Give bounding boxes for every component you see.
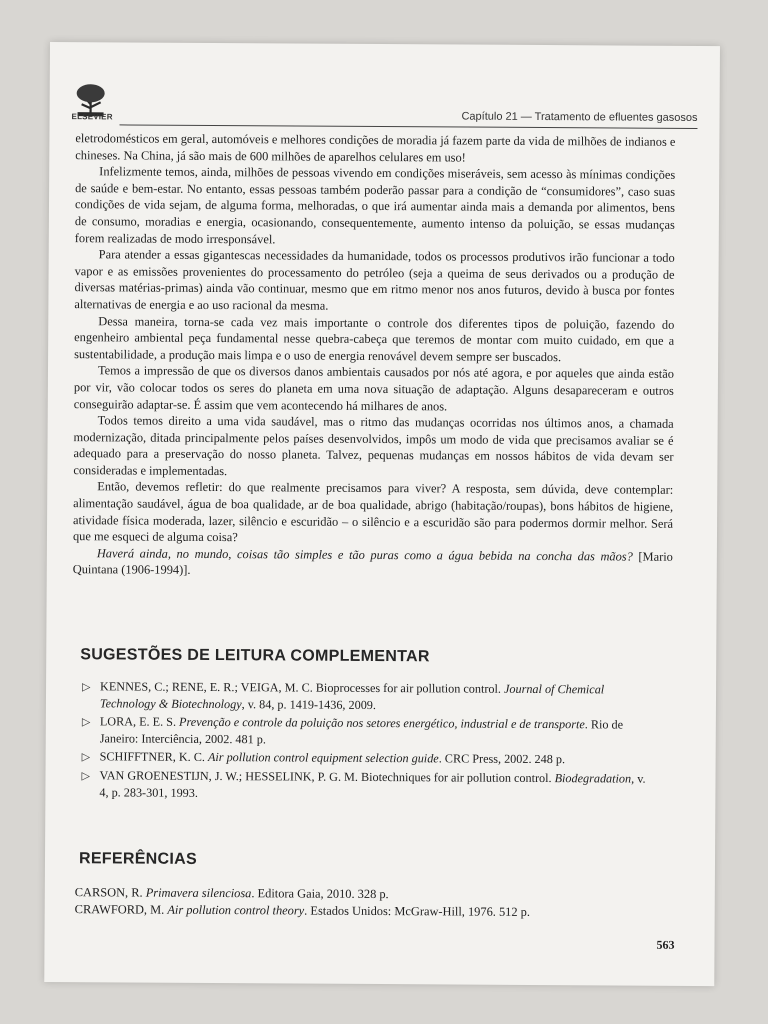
paragraph: eletrodomésticos em geral, automóveis e melhores condições de moradia já fazem parte da vida de milhões de indianos e chineses. Na China, já são mais de 600 milhões de aparelhos celulares em uso! — [75, 131, 676, 165]
suggested-reading-title: SUGESTÕES DE LEITURA COMPLEMENTAR — [80, 646, 430, 666]
paragraph: Então, devemos refletir: do que realmente precisamos para viver? A resposta, sem dúvida, deve contemplar: alimentação saudável, água de boa qualidade, ar de boa qualidade, abrigo (habitação/roupas), bons hábitos de higiene, atividade física moderada, lazer, silêncio e escuridão – o silêncio e a escuridão são para podermos dormir melhor. Será que me esqueci de alguma coisa? — [72, 479, 674, 545]
page-number: 563 — [656, 937, 675, 952]
list-item — [82, 713, 656, 751]
publisher-logo-text: ELSEVIER — [71, 112, 113, 122]
list-item: CRAWFORD, M. Air pollution control theory. Estados Unidos: McGraw-Hill, 1976. 512 p. — [74, 902, 531, 919]
paragraph: Infelizmente temos, ainda, milhões de pessoas vivendo em condições miseráveis, sem acesso às mínimas condições de saúde e bem-estar. No entanto, essas pessoas também poderão passar para a condição de “consumidores”, caso suas condições de vida sejam, de alguma forma, melhoradas, o que irá aumentar ainda mais a demanda por alimentos, bens de consumo, moradias e energia, ocasionando, consequentemente, aumento intenso da poluição, se essas mudanças forem realizadas de modo irresponsável. — [74, 164, 676, 246]
list-item — [81, 767, 655, 805]
list-item — [82, 678, 656, 716]
paragraph: Para atender a essas gigantescas necessidades da humanidade, todos os processos produtivos irão funcionar a todo vapor e as emissões provenientes do processamento do petróleo (seja a queima de seus derivados ou a produção de diversas matérias-primas) ainda vão continuar, mesmo que em ritmo menor nos anos futuros, devido à busca por fontes alternativas de energia e ao uso racional da mesma. — [74, 247, 675, 313]
closing-quote-paragraph — [73, 545, 673, 582]
list-item — [82, 748, 656, 770]
closing-quote: Haverá ainda, no mundo, coisas tão simples e tão puras como a água bebida na concha das mãos? — [96, 546, 633, 564]
reference-text: VAN GROENESTIJN, J. W.; HESSELINK, P. G. M. Biotechniques for air pollution control. Biodegradation, v. 4, p. 283-301, 1993. — [99, 768, 646, 800]
references-title: REFERÊNCIAS — [78, 850, 198, 868]
book-page — [44, 42, 720, 986]
triangle-bullet-icon: ▷ — [81, 751, 91, 764]
references-list — [75, 884, 635, 921]
paragraph: Temos a impressão de que os diversos danos ambientais causados por nós até agora, e por aqueles que ainda estão por vir, vão colocar todos os seres do planeta em uma nova situação de adaptação. Alguns desapareceram e outros conseguirão adaptar-se. É assim que vem acontecendo há milhares de anos. — [73, 363, 675, 413]
reference-text: SCHIFFTNER, K. C. Air pollution control equipment selection guide. CRC Press, 2002. 248 p. — [99, 749, 566, 767]
triangle-bullet-icon: ▷ — [81, 770, 91, 783]
reference-text: KENNES, C.; RENE, E. R.; VEIGA, M. C. Bioprocesses for air pollution control. Journal of Chemical Technology & Biotechnology, v. 84, p. 1419-1436, 2009. — [99, 679, 605, 713]
paragraph: Dessa maneira, torna-se cada vez mais importante o controle dos diferentes tipos de poluição, fazendo do engenheiro ambiental peça fundamental nesse quebra-cabeça que teremos de montar com muito cuidado, em que a sustentabilidade, a produção mais limpa e o uso de energia renovável devem sempre ser buscados. — [74, 313, 675, 364]
running-head: Capítulo 21 — Tratamento de efluentes gasosos — [119, 108, 697, 129]
list-item: CARSON, R. Primavera silenciosa. Editora Gaia, 2010. 328 p. — [74, 885, 389, 902]
suggested-reading-list — [81, 678, 656, 806]
reference-text: LORA, E. E. S. Prevenção e controle da poluição nos setores energético, industrial e de transporte. Rio de Janeiro: Interciência, 2002. 481 p. — [99, 714, 624, 747]
body-text — [73, 130, 676, 582]
closing-attribution: [Mario Quintana (1906-1994)]. — [72, 549, 673, 578]
triangle-bullet-icon: ▷ — [82, 681, 91, 694]
paragraph: Todos temos direito a uma vida saudável, mas o ritmo das mudanças ocorridas nos últimos anos, a chamada modernização, ditada principalmente pelos países desenvolvidos, impôs um modo de vida que precisamos avaliar se é adequado para a preservação do nosso planeta. Talvez, pequenas mudanças em nossos hábitos de vida devam ser consideradas e implementadas. — [73, 413, 674, 478]
triangle-bullet-icon: ▷ — [81, 716, 91, 729]
